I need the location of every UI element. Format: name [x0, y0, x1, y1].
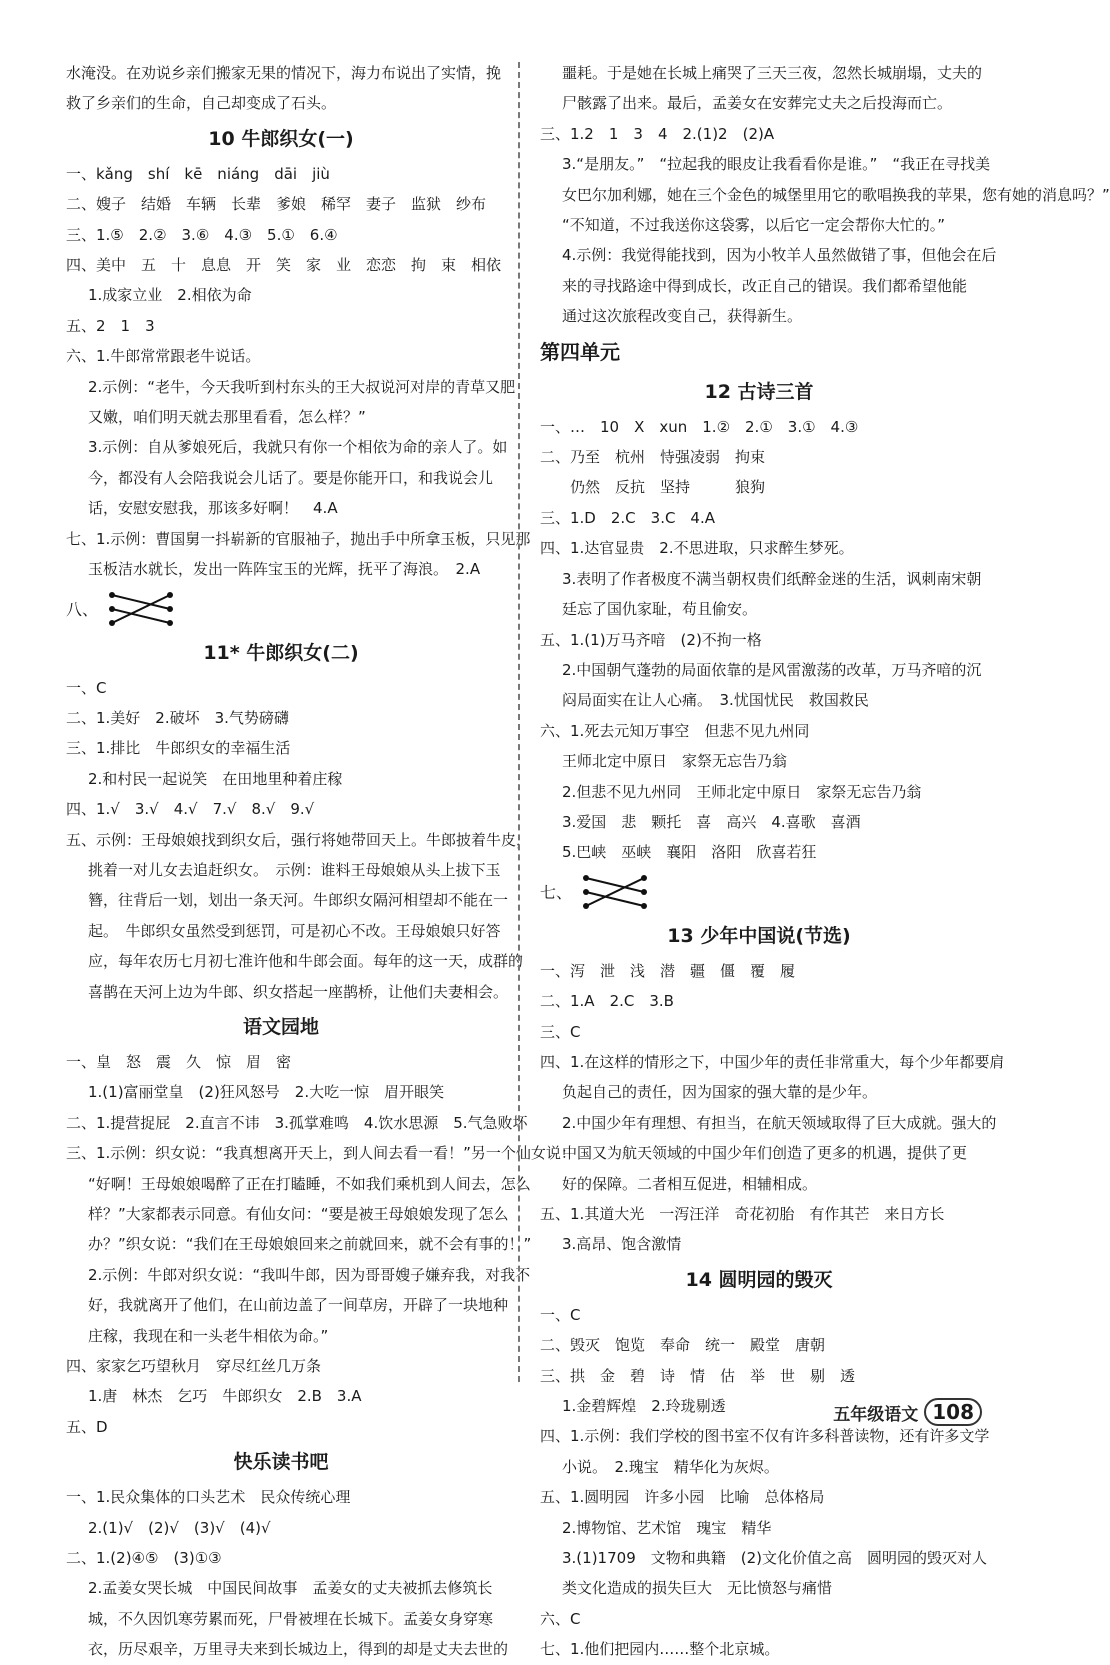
- answer-text: 四、1.示例：我们学校的图书室不仅有许多科普读物，还有许多文学: [540, 1427, 990, 1446]
- answer-text: 二、嫂子 结婚 车辆 长辈 爹娘 稀罕 妻子 监狱 纱布: [66, 195, 487, 214]
- answer-line: [540, 1077, 978, 1107]
- question-label: 八、: [66, 600, 99, 619]
- answer-line: [66, 1229, 532, 1259]
- answer-line: [66, 250, 502, 280]
- answer-text: 来的寻找路途中得到成长，改正自己的错误。我们都希望他能: [562, 276, 968, 295]
- answer-text: “不知道，不过我送你这袋雾，以后它一定会帮你大忙的。”: [562, 216, 946, 235]
- section-heading-text: 14 圆明园的毁灭: [685, 1268, 833, 1291]
- answer-line: [540, 58, 983, 88]
- answer-line: [540, 625, 978, 655]
- answer-text: 话，安慰安慰我，那该多好啊！ 4.A: [88, 499, 338, 518]
- answer-text: 好，我就离开了他们，在山前边盖了一间草房，开辟了一块地种: [88, 1296, 509, 1315]
- answer-text: 五、示例：王母娘娘找到织女后，强行将她带回天上。牛郎披着牛皮，: [66, 830, 532, 849]
- answer-line: [540, 655, 982, 685]
- answer-text: 一、1.民众集体的口头艺术 民众传统心理: [66, 1488, 351, 1507]
- answer-line: [66, 524, 531, 554]
- answer-text: 好的保障。二者相互促进，相辅相成。: [562, 1174, 818, 1193]
- answer-text: 四、1.达官显贵 2.不思进取，只求醉生梦死。: [540, 539, 854, 558]
- answer-line: [66, 1260, 531, 1290]
- answer-text: 三、C: [540, 1022, 581, 1041]
- answer-line: [540, 1047, 1005, 1077]
- answer-text: 一、皇 怒 震 久 惊 眉 密: [66, 1052, 292, 1071]
- answer-text: 起。 牛郎织女虽然受到惩罚，可是初心不改。王母娘娘只好答: [88, 921, 501, 940]
- answer-line: [66, 220, 496, 250]
- answer-text: 样？”大家都表示同意。有仙女问：“要是被王母娘娘发现了怎么: [88, 1205, 509, 1223]
- answer-text: 一、泻 泄 浅 潜 疆 僵 覆 履: [540, 961, 796, 980]
- section-heading: [66, 1442, 496, 1482]
- answer-line: [66, 825, 532, 855]
- answer-line: [66, 159, 496, 189]
- section-heading: [540, 916, 978, 956]
- answer-text: 二、乃至 杭州 恃强凌弱 拘束: [540, 448, 766, 467]
- answer-text: 一、… 10 X xun 1.② 2.① 3.① 4.③: [540, 417, 859, 436]
- answer-line: [66, 855, 501, 885]
- answer-line: [66, 1381, 496, 1411]
- answer-text: 仍然 反抗 坚持 狼狗: [540, 478, 766, 497]
- answer-line: [66, 1634, 509, 1664]
- section-heading-text: 12 古诗三首: [704, 380, 814, 403]
- answer-text: 应，每年农历七月初七准许他和牛郎会面。每年的这一天，成群的: [88, 952, 524, 971]
- answer-line: [66, 794, 496, 824]
- answer-text: 三、1.⑤ 2.② 3.⑥ 4.③ 5.① 6.④: [66, 225, 338, 244]
- answer-line: [66, 1047, 496, 1077]
- answer-text: 中国又为航天领域的中国少年们创造了更多的机遇，提供了更: [562, 1144, 968, 1163]
- answer-text: 闷局面实在让人心痛。 3.忧国忧民 救国救民: [562, 691, 869, 710]
- answer-text: 负起自己的责任，因为国家的强大靠的是少年。: [562, 1083, 878, 1102]
- answer-text: 一、kǎng shí kē niáng dāi jiù: [66, 164, 330, 183]
- answer-text: 类文化造成的损失巨大 无比愤怒与痛惜: [562, 1579, 833, 1598]
- answer-line: [540, 1138, 978, 1168]
- answer-line: [66, 1604, 496, 1634]
- answer-text: 小说。 2.瑰宝 精华化为灰烬。: [562, 1457, 779, 1476]
- section-heading: [66, 119, 496, 159]
- answer-line: [66, 1412, 496, 1442]
- answer-line: [540, 1573, 978, 1603]
- answer-line: [540, 1300, 978, 1330]
- answer-line: [66, 1543, 496, 1573]
- answer-line: [540, 240, 997, 270]
- answer-text: 喜鹊在天河上边为牛郎、织女搭起一座鹊桥，让他们夫妻相会。: [88, 982, 509, 1001]
- answer-line: [540, 210, 978, 240]
- section-heading-text: 快乐读书吧: [233, 1451, 329, 1474]
- answer-text: 3.示例：自从爹娘死后，我就只有你一个相依为命的亲人了。如: [88, 438, 508, 457]
- answer-text: 挑着一对儿女去追赶织女。 示例：谁料王母娘娘从头上拔下玉: [88, 860, 501, 879]
- answer-line: [540, 956, 978, 986]
- answer-line: [540, 1543, 987, 1573]
- answer-line: [540, 1452, 978, 1482]
- answer-line: [66, 402, 496, 432]
- answer-text: 2.孟姜女哭长城 中国民间故事 孟姜女的丈夫被抓去修筑长: [88, 1579, 493, 1598]
- answer-line: [66, 432, 508, 462]
- answer-text: 庄稼，我现在和一头老牛相依为命。”: [88, 1326, 329, 1345]
- matching-question: [540, 868, 978, 916]
- section-heading-text: 语文园地: [242, 1015, 319, 1038]
- answer-text: 水淹没。在劝说乡亲们搬家无果的情况下，海力布说出了实情，挽: [66, 64, 502, 82]
- answer-text: 六、C: [540, 1609, 581, 1628]
- answer-text: 5.巴峡 巫峡 襄阳 洛阳 欣喜若狂: [562, 843, 817, 862]
- answer-text: 二、1.提营捉屁 2.直言不讳 3.孤掌难鸣 4.饮水思源 5.气急败坏: [66, 1113, 528, 1132]
- answer-text: 四、美中 五 十 息息 开 笑 家 业 恋恋 拘 束 相依: [66, 256, 502, 275]
- answer-text: 五、2 1 3: [66, 316, 155, 335]
- answer-text: 三、1.D 2.C 3.C 4.A: [540, 508, 716, 527]
- answer-text: 通过这次旅程改变自己，获得新生。: [562, 307, 803, 326]
- answer-text: 2.示例：牛郎对织女说：“我叫牛郎，因为哥哥嫂子嫌弃我，对我不: [88, 1265, 531, 1284]
- answer-text: 簪，往背后一划，划出一条天河。牛郎织女隔河相望却不能在一: [88, 891, 509, 910]
- answer-text: 衣，历尽艰辛，万里寻夫来到长城边上，得到的却是丈夫去世的: [88, 1640, 509, 1659]
- answer-line: [540, 807, 978, 837]
- answer-text: 3.“是朋友。” “拉起我的眼皮让我看看你是谁。” “我正在寻找美: [562, 155, 991, 174]
- answer-line: [540, 503, 978, 533]
- answer-line: [66, 1138, 576, 1168]
- answer-line: [540, 1604, 978, 1634]
- answer-line: [540, 1634, 978, 1664]
- answer-text: 六、1.牛郎常常跟老牛说话。: [66, 347, 261, 366]
- answer-text: 救了乡亲们的生命，自己却变成了石头。: [66, 94, 337, 113]
- answer-line: [540, 1330, 978, 1360]
- answer-text: 2.和村民一起说笑 在田地里种着庄稼: [88, 769, 343, 788]
- answer-text: “好啊！王母娘娘喝醉了正在打瞌睡，不如我们乘机到人间去，怎么: [88, 1174, 531, 1193]
- answer-line: [540, 564, 982, 594]
- answer-line: [66, 372, 516, 402]
- answer-text: 四、1.√ 3.√ 4.√ 7.√ 8.√ 9.√: [66, 800, 315, 819]
- answer-text: 四、1.在这样的情形之下，中国少年的责任非常重大，每个少年都要肩: [540, 1052, 1005, 1071]
- answer-text: 1.成家立业 2.相依为命: [88, 286, 252, 305]
- answer-line: [540, 533, 978, 563]
- answer-line: [66, 1108, 528, 1138]
- answer-line: [66, 463, 496, 493]
- section-heading-text: 10 牛郎织女(一): [208, 127, 354, 150]
- answer-line: [540, 685, 978, 715]
- section-heading: [66, 633, 496, 673]
- answer-line: [66, 673, 496, 703]
- answer-text: 五、1.(1)万马齐喑 (2)不拘一格: [540, 630, 762, 649]
- answer-text: 五、D: [66, 1417, 108, 1436]
- answer-line: [540, 442, 978, 472]
- answer-line: [540, 746, 978, 776]
- answer-text: 3.爱国 悲 颗托 喜 高兴 4.喜歌 喜酒: [562, 812, 861, 831]
- answer-line: [540, 1482, 978, 1512]
- answer-text: 二、毁灭 饱览 奉命 统一 殿堂 唐朝: [540, 1336, 826, 1355]
- answer-text: 二、1.美好 2.破坏 3.气势磅礴: [66, 708, 289, 727]
- answer-line: [540, 1199, 978, 1229]
- footer-subject: 五年级语文: [833, 1404, 919, 1425]
- answer-line: [540, 1513, 978, 1543]
- answer-text: 1.唐 林杰 乞巧 牛郎织女 2.B 3.A: [88, 1387, 362, 1406]
- answer-line: [66, 280, 496, 310]
- answer-text: 二、1.A 2.C 3.B: [540, 992, 674, 1011]
- answer-line: [66, 885, 509, 915]
- answer-text: 四、家家乞巧望秋月 穿尽红丝几万条: [66, 1357, 322, 1376]
- answer-text: 3.高昂、饱含激情: [562, 1235, 682, 1254]
- answer-line: [66, 493, 496, 523]
- answer-line: [540, 271, 978, 301]
- answer-line: [540, 986, 978, 1016]
- answer-line: [540, 412, 978, 442]
- answer-line: [540, 119, 978, 149]
- answer-text: 4.示例：我觉得能找到，因为小牧羊人虽然做错了事，但他会在后: [562, 246, 997, 265]
- answer-text: 又嫩，咱们明天就去那里看看，怎么样？”: [88, 408, 366, 427]
- matching-question: [66, 585, 496, 633]
- answer-line: [66, 1290, 509, 1320]
- answer-line: [540, 777, 978, 807]
- answer-text: 一、C: [66, 678, 107, 697]
- answer-text: 今，都没有人会陪我说会儿话了。要是你能开口，和我说会儿: [88, 468, 494, 487]
- answer-text: 三、1.示例：织女说：“我真想离开天上，到人间去看一看！”另一个仙女说：: [66, 1144, 576, 1163]
- answer-line: [540, 1229, 978, 1259]
- answer-line: [66, 58, 502, 88]
- answer-line: [540, 1169, 978, 1199]
- answer-line: [66, 1321, 496, 1351]
- answer-line: [66, 1482, 496, 1512]
- answer-text: 七、1.示例：曹国舅一抖崭新的官服袖子，抛出手中所拿玉板，只见那: [66, 529, 531, 548]
- answer-line: [540, 472, 978, 502]
- section-heading-text: 11* 牛郎织女(二): [203, 641, 359, 664]
- answer-text: 3.表明了作者极度不满当朝权贵们纸醉金迷的生活，讽刺南宋朝: [562, 569, 982, 588]
- answer-text: 六、1.死去元知万事空 但悲不见九州同: [540, 721, 810, 740]
- answer-text: 廷忘了国仇家耻，苟且偷安。: [562, 600, 758, 619]
- answer-line: [66, 703, 496, 733]
- answer-line: [66, 946, 524, 976]
- answer-line: [66, 1351, 496, 1381]
- answer-line: [540, 88, 978, 118]
- answer-line: [540, 837, 978, 867]
- answer-line: [540, 594, 978, 624]
- answer-line: [66, 88, 496, 118]
- answer-line: [66, 764, 496, 794]
- answer-line: [540, 1361, 978, 1391]
- page-number: 108: [924, 1398, 982, 1426]
- answer-text: 3.(1)1709 文物和典籍 (2)文化价值之高 圆明园的毁灭对人: [562, 1549, 987, 1568]
- question-label: 七、: [540, 883, 573, 903]
- answer-text: 五、1.圆明园 许多小园 比喻 总体格局: [540, 1488, 825, 1507]
- answer-line: [540, 1108, 997, 1138]
- answer-text: 女巴尔加利娜，她在三个金色的城堡里用它的歌唱换我的苹果，您有她的消息吗？”: [562, 185, 1110, 204]
- section-heading: [540, 372, 978, 412]
- answer-line: [540, 716, 978, 746]
- answer-text: 三、1.排比 牛郎织女的幸福生活: [66, 739, 291, 758]
- answer-line: [66, 554, 496, 584]
- answer-line: [66, 1169, 531, 1199]
- answer-text: 噩耗。于是她在长城上痛哭了三天三夜，忽然长城崩塌，丈夫的: [562, 64, 983, 82]
- section-heading: [540, 1260, 978, 1300]
- answer-text: 一、C: [540, 1305, 581, 1324]
- answer-line: [540, 149, 991, 179]
- matching-lines-diagram: [580, 872, 650, 912]
- answer-line: [66, 733, 496, 763]
- answer-text: 王师北定中原日 家祭无忘告乃翁: [562, 752, 788, 771]
- answer-line: [66, 189, 496, 219]
- answer-line: [540, 180, 1110, 210]
- answer-line: [66, 1077, 496, 1107]
- answer-text: 1.(1)富丽堂皇 (2)狂风怒号 2.大吃一惊 眉开眼笑: [88, 1083, 445, 1102]
- answer-text: 2.博物馆、艺术馆 瑰宝 精华: [562, 1518, 772, 1537]
- column-divider: [518, 62, 520, 1382]
- answer-line: [540, 301, 978, 331]
- answer-text: 城，不久因饥寒劳累而死，尸骨被埋在长城下。孟姜女身穿寒: [88, 1609, 494, 1628]
- answer-line: [540, 1017, 978, 1047]
- answer-text: 七、1.他们把园内……整个北京城。: [540, 1640, 780, 1659]
- answer-line: [66, 341, 496, 371]
- answer-text: 三、拱 金 碧 诗 情 估 举 世 剔 透: [540, 1366, 856, 1385]
- matching-lines-diagram: [106, 589, 176, 629]
- answer-line: [66, 1513, 496, 1543]
- answer-text: 办？”织女说：“我们在王母娘娘回来之前就回来，就不会有事的！”: [88, 1235, 532, 1254]
- answer-text: 2.中国朝气蓬勃的局面依靠的是风雷激荡的改革，万马齐喑的沉: [562, 660, 982, 679]
- section-heading: [66, 1007, 496, 1047]
- answer-line: [66, 311, 496, 341]
- answer-text: 2.示例：“老牛，今天我听到村东头的王大叔说河对岸的青草又肥: [88, 377, 516, 396]
- answer-text: 1.金碧辉煌 2.玲珑剔透: [562, 1397, 726, 1416]
- answer-text: 五、1.其道大光 一泻汪洋 奇花初胎 有作其芒 来日方长: [540, 1205, 945, 1223]
- answer-text: 尸骸露了出来。最后，孟姜女在安葬完丈夫之后投海而亡。: [562, 94, 953, 113]
- answer-line: [66, 1199, 509, 1229]
- answer-text: 2.中国少年有理想、有担当，在航天领域取得了巨大成就。强大的: [562, 1113, 997, 1132]
- answer-line: [66, 916, 501, 946]
- section-heading-text: 13 少年中国说(节选): [667, 924, 851, 947]
- answer-text: 二、1.(2)④⑤ (3)①③: [66, 1549, 222, 1568]
- answer-text: 2.但悲不见九州同 王师北定中原日 家祭无忘告乃翁: [562, 782, 922, 801]
- answer-line: [66, 1573, 496, 1603]
- answer-line: [66, 977, 509, 1007]
- page-footer: [833, 1398, 982, 1426]
- answer-text: 玉板洁水就长，发出一阵阵宝玉的光辉，抚平了海浪。 2.A: [88, 560, 481, 579]
- answer-text: 2.(1)√ (2)√ (3)√ (4)√: [88, 1518, 271, 1537]
- answer-text: 三、1.2 1 3 4 2.(1)2 (2)A: [540, 124, 775, 143]
- unit-heading: [540, 332, 978, 372]
- unit-heading-text: 第四单元: [540, 339, 620, 364]
